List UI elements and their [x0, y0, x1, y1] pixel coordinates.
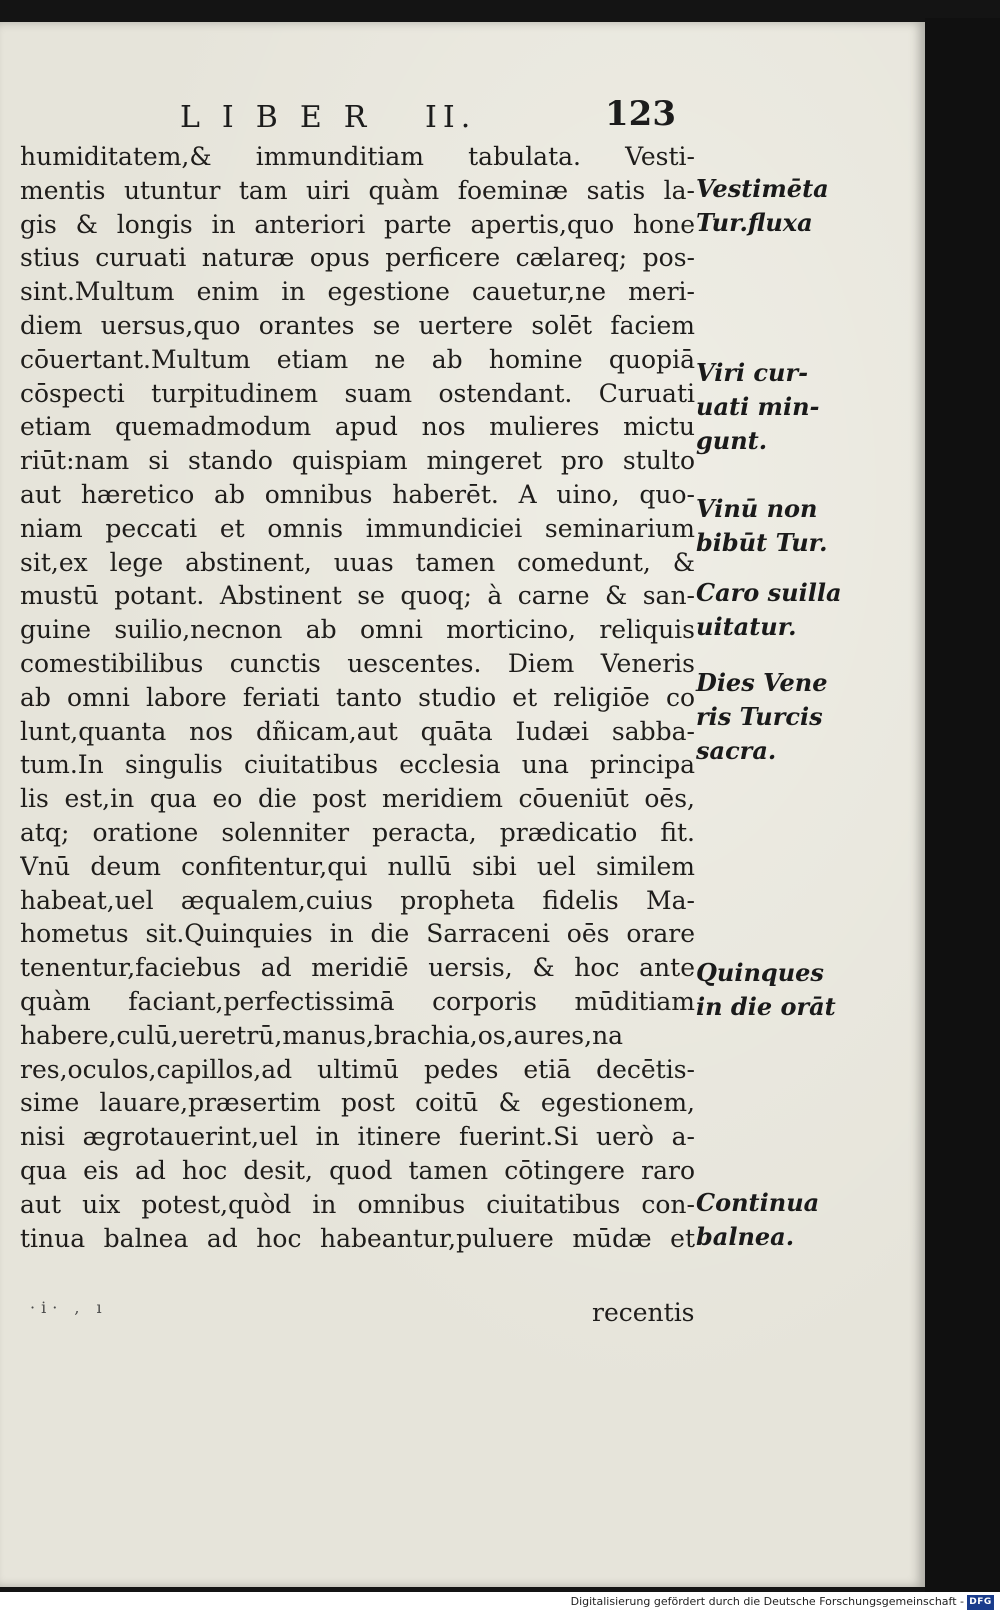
margin-note-line: uitatur. [696, 612, 797, 641]
margin-note-line: in die orāt [696, 992, 836, 1021]
margin-note-vinum [696, 492, 836, 560]
text-line: sime lauare,præsertim post coitū & egestionem, [20, 1088, 695, 1118]
text-line: tenentur,faciebus ad meridiē uersis, & hoc ante [20, 953, 695, 983]
text-line: cōspecti turpitudinem suam ostendant. Curuati [20, 378, 695, 408]
text-line: tum.In singulis ciuitatibus ecclesia una principa [20, 750, 695, 780]
text-line: aut hæretico ab omnibus haberēt. A uino, quo- [20, 479, 695, 509]
folio-number: 123 [605, 94, 676, 134]
text-line: guine suilio,necnon ab omni morticino, reliquis [20, 615, 695, 645]
margin-note-line: Tur.fluxa [696, 208, 813, 237]
margin-note-line: Caro suilla [696, 578, 842, 607]
margin-note-line: Viri cur- [696, 358, 809, 387]
dfg-logo: DFG [967, 1595, 994, 1610]
funding-credit: Digitalisierung gefördert durch die Deutsche Forschungsgemeinschaft - [570, 1595, 964, 1608]
running-head-title: LIBER [180, 100, 389, 135]
running-head [0, 94, 925, 140]
text-line: hometus sit.Quinquies in die Sarraceni oēs orare [20, 919, 695, 949]
margin-note-line: Quinques [696, 958, 824, 987]
text-line: comestibilibus cunctis uescentes. Diem Veneris [20, 648, 695, 678]
text-line: sint.Multum enim in egestione cauetur,ne meri- [20, 277, 695, 307]
margin-note-line: gunt. [696, 426, 768, 455]
book-edge [925, 18, 1000, 1592]
text-line: Vnū deum confitentur,qui nullū sibi uel similem [20, 851, 695, 881]
text-line: aut uix potest,quòd in omnibus ciuitatibus con- [20, 1189, 695, 1219]
margin-note-line: balnea. [696, 1222, 795, 1251]
text-line: atq; oratione solenniter peracta, prædicatio fit. [20, 817, 695, 847]
text-line: cōuertant.Multum etiam ne ab homine quopiā [20, 344, 695, 374]
text-line: habeat,uel æqualem,cuius propheta fidelis Ma- [20, 885, 695, 915]
margin-note-caro [696, 576, 842, 644]
text-line: diem uersus,quo orantes se uertere solēt faciem [20, 310, 695, 340]
margin-note-line: Vestimēta [696, 174, 829, 203]
running-head-book: II. [425, 100, 477, 135]
text-line: habere,culū,ueretrū,manus,brachia,os,aures,na [20, 1020, 624, 1050]
margin-note-balnea [696, 1186, 836, 1254]
margin-note-line: uati min- [696, 392, 820, 421]
text-line: niam peccati et omnis immundiciei seminarium [20, 513, 695, 543]
text-line: qua eis ad hoc desit, quod tamen cōtingere raro [20, 1155, 695, 1185]
margin-note-line: Dies Vene [696, 668, 828, 697]
text-line: riūt:nam si stando quispiam mingeret pro stulto [20, 446, 695, 476]
margin-note-viri [696, 356, 836, 458]
text-line: etiam quemadmodum apud nos mulieres mictu [20, 412, 695, 442]
text-line: quàm faciant,perfectissimā corporis mūditiam [20, 986, 695, 1016]
margin-note-line: Continua [696, 1188, 820, 1217]
margin-note-quinques [696, 956, 836, 1024]
text-line: mentis utuntur tam uiri quàm foeminæ satis la- [20, 175, 695, 205]
body-text [20, 140, 695, 1255]
text-line: humiditatem,& immunditiam tabulata. Vesti- [20, 142, 695, 171]
text-line: mustū potant. Abstinent se quoq; à carne & san- [20, 581, 695, 611]
text-line: ab omni labore feriati tanto studio et religiōe co [20, 682, 695, 712]
text-line: gis & longis in anteriori parte apertis,quo hone [20, 209, 695, 239]
margin-note-dies-veneris [696, 666, 836, 768]
text-line: sit,ex lege abstinent, uuas tamen comedunt, & [20, 547, 695, 577]
digitization-footer [0, 1592, 1000, 1614]
margin-note-line: ris Turcis [696, 702, 823, 731]
stray-marks: ·i· , ı [30, 1298, 108, 1317]
text-line: res,oculos,capillos,ad ultimū pedes etiā decētis- [20, 1054, 695, 1084]
margin-note-line: sacra. [696, 736, 777, 765]
text-line: tinua balnea ad hoc habeantur,puluere mūdæ et [20, 1223, 695, 1253]
text-line: lunt,quanta nos dñicam,aut quāta Iudæi sabba- [20, 716, 695, 746]
text-line: lis est,in qua eo die post meridiem cōueniūt oēs, [20, 784, 695, 814]
text-line: nisi ægrotauerint,uel in itinere fuerint.Si uerò a- [20, 1122, 695, 1152]
margin-note-vestimenta [696, 172, 836, 240]
text-line: stius curuati naturæ opus perficere cælareq; pos- [20, 243, 695, 273]
catchword: recentis [592, 1298, 695, 1327]
margin-note-line: Vinū non [696, 494, 818, 523]
margin-note-line: bibūt Tur. [696, 528, 828, 557]
